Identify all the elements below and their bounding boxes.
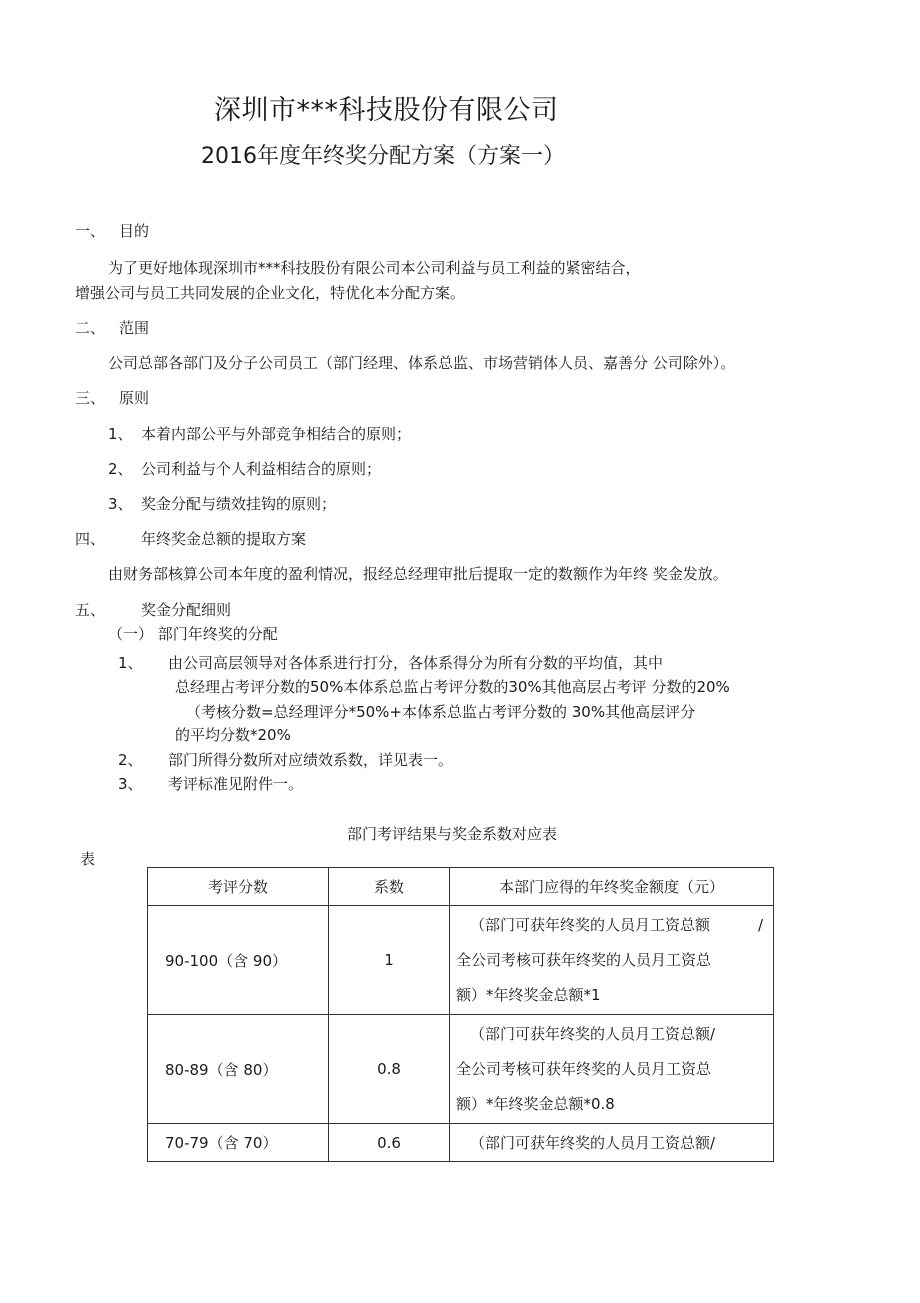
- amount-line-2: 全公司考核可获年终奖的人员月工资总: [456, 1059, 712, 1078]
- coefficient-cell: 0.8: [329, 1015, 450, 1124]
- table-row: [148, 1015, 774, 1124]
- section-3-number: 三、: [75, 389, 106, 407]
- score-cell: 70-79（含 70）: [148, 1124, 329, 1162]
- principle-3-text: 奖金分配与绩效挂钩的原则；: [141, 495, 337, 513]
- principle-1-number: 1、: [108, 425, 133, 443]
- table-caption-suffix: 表: [80, 850, 96, 868]
- section-1-paragraph-line-1: 为了更好地体现深圳市***科技股份有限公司本公司利益与员工利益的紧密结合，: [108, 259, 641, 277]
- coefficient-cell: 0.6: [329, 1124, 450, 1162]
- rule-1-number: 1、: [118, 654, 143, 672]
- rule-1-line-1: 由公司高层领导对各体系进行打分，各体系得分为所有分数的平均值，其中: [168, 654, 664, 672]
- rule-3-line-1: 考评标准见附件一。: [168, 775, 304, 793]
- amount-line-2: 全公司考核可获年终奖的人员月工资总: [456, 950, 712, 969]
- amount-line-3: 额）*年终奖金总额*0.8: [456, 1094, 615, 1113]
- amount-line-1: （部门可获年终奖的人员月工资总额/: [470, 1024, 716, 1043]
- rule-1-line-2: 总经理占考评分数的50%本体系总监占考评分数的30%其他高层占考评 分数的20%: [175, 678, 730, 696]
- principle-2-number: 2、: [108, 460, 133, 478]
- rule-1-line-3: （考核分数=总经理评分*50%+本体系总监占考评分数的 30%其他高层评分: [186, 703, 696, 721]
- amount-line-1: （部门可获年终奖的人员月工资总额: [470, 915, 711, 934]
- company-title: 深圳市***科技股份有限公司: [214, 95, 559, 126]
- table-row: [148, 1124, 774, 1162]
- header-coefficient: 系数: [329, 868, 450, 906]
- table-row: [148, 906, 774, 1015]
- section-2-number: 二、: [75, 319, 106, 337]
- score-cell: 80-89（含 80）: [148, 1015, 329, 1124]
- principle-2-text: 公司利益与个人利益相结合的原则；: [141, 460, 382, 478]
- table-header-row: [148, 868, 774, 906]
- score-cell: 90-100（含 90）: [148, 906, 329, 1015]
- rule-1-line-4: 的平均分数*20%: [175, 726, 291, 744]
- section-4-title: 年终奖金总额的提取方案: [141, 530, 307, 548]
- section-1-title: 目的: [119, 222, 150, 240]
- rule-2-line-1: 部门所得分数所对应绩效系数，详见表一。: [168, 751, 454, 769]
- rule-3-number: 3、: [118, 775, 143, 793]
- principle-1-text: 本着内部公平与外部竞争相结合的原则；: [141, 425, 412, 443]
- amount-cell: [450, 906, 774, 1015]
- section-1-paragraph-line-2: 增强公司与员工共同发展的企业文化，特优化本分配方案。: [75, 284, 466, 302]
- principle-3-number: 3、: [108, 495, 133, 513]
- section-5-number: 五、: [75, 601, 106, 619]
- section-2-paragraph: 公司总部各部门及分子公司员工（部门经理、体系总监、市场营销体人员、嘉善分 公司除外）。: [108, 354, 736, 372]
- section-3-title: 原则: [119, 389, 150, 407]
- section-4-number: 四、: [75, 530, 106, 548]
- amount-cell: [450, 1015, 774, 1124]
- amount-cell: [450, 1124, 774, 1162]
- header-score: 考评分数: [148, 868, 329, 906]
- header-amount: 本部门应得的年终奖金额度（元）: [450, 868, 774, 906]
- score-coefficient-table: [147, 867, 774, 1162]
- section-1-number: 一、: [75, 222, 106, 240]
- table-caption: 部门考评结果与奖金系数对应表: [347, 825, 558, 843]
- section-5-title: 奖金分配细则: [141, 601, 232, 619]
- amount-line-3: 额）*年终奖金总额*1: [456, 985, 601, 1004]
- plan-title: 2016年度年终奖分配方案（方案一）: [201, 144, 565, 169]
- rule-2-number: 2、: [118, 751, 143, 769]
- coefficient-cell: 1: [329, 906, 450, 1015]
- section-5-subtitle: （一） 部门年终奖的分配: [108, 625, 278, 643]
- amount-line-1: （部门可获年终奖的人员月工资总额/: [470, 1134, 716, 1152]
- amount-line-1-wrapper: [456, 908, 763, 943]
- section-4-paragraph: 由财务部核算公司本年度的盈利情况，报经总经理审批后提取一定的数额作为年终 奖金发放。: [108, 565, 728, 583]
- section-2-title: 范围: [119, 319, 150, 337]
- amount-line-1-tail: /: [757, 915, 763, 934]
